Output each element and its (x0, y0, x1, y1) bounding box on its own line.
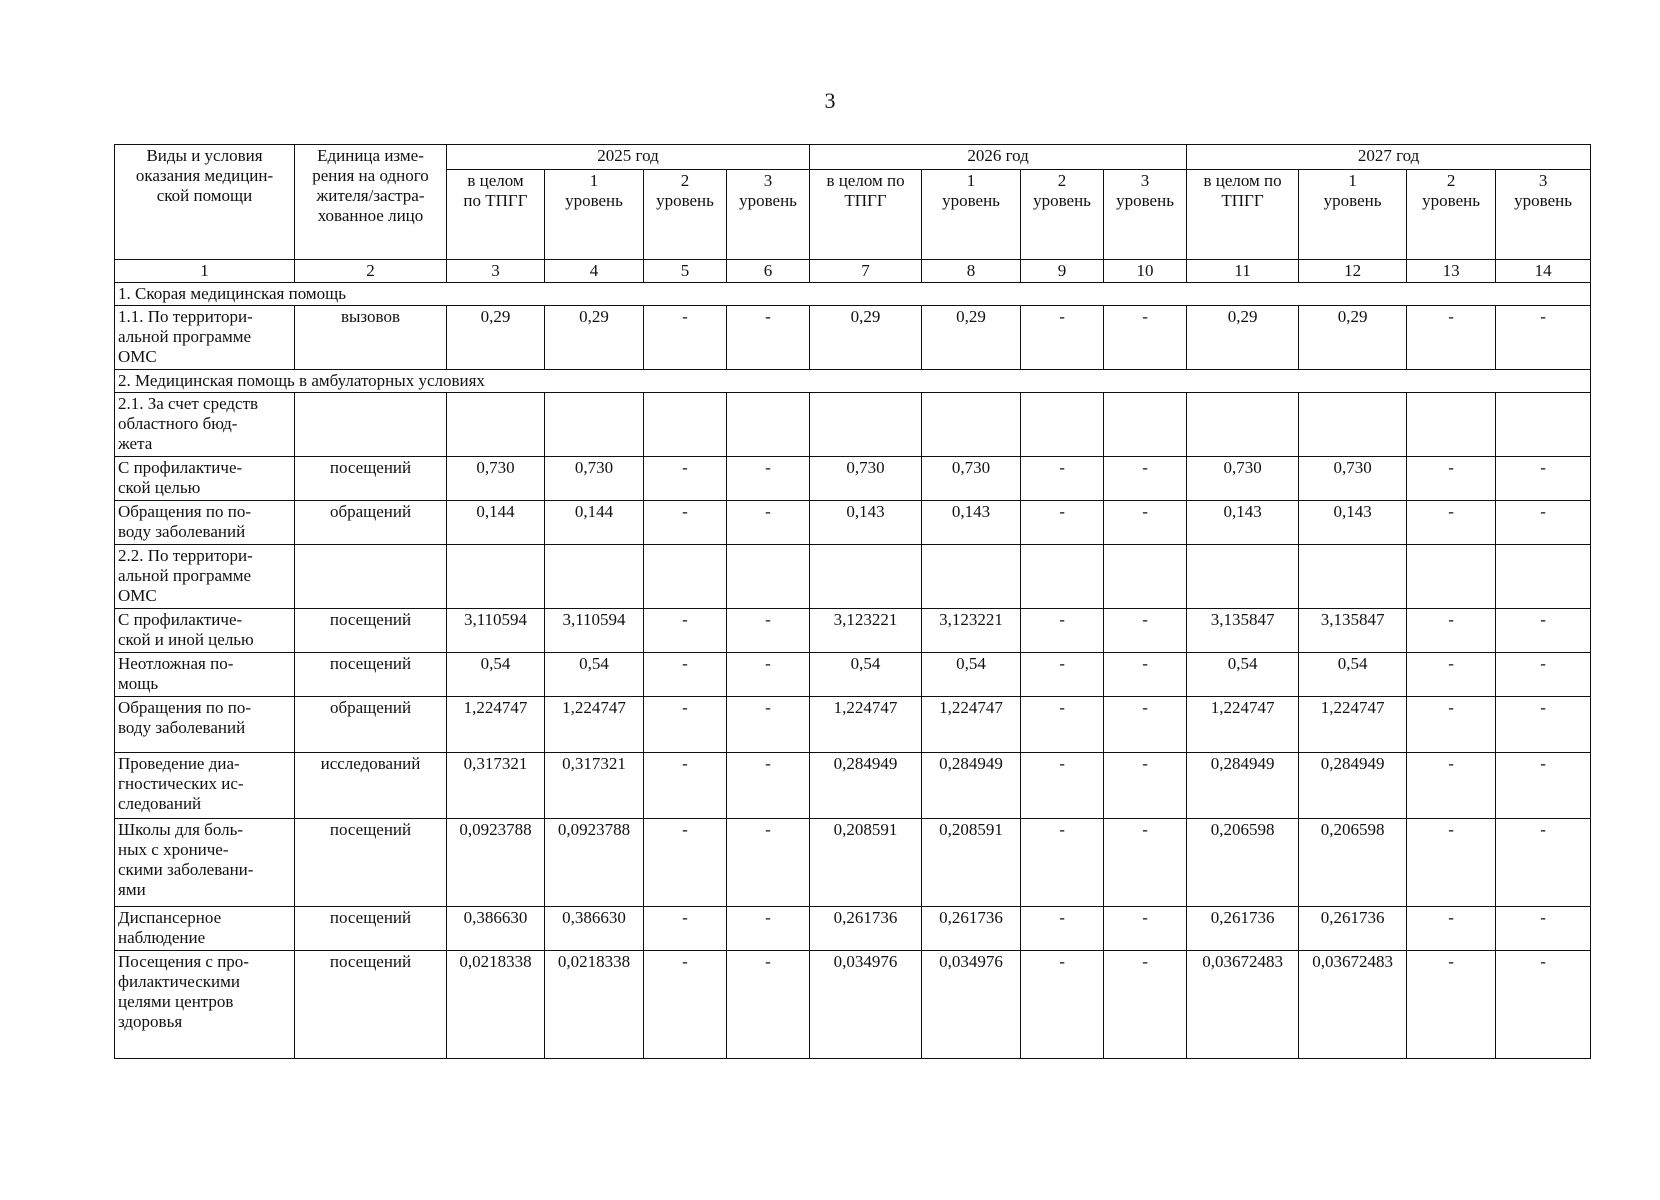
table-row (115, 819, 1591, 907)
table-cell: - (1104, 306, 1187, 370)
table-cell: 0,29 (447, 306, 545, 370)
column-number: 1 (115, 260, 295, 283)
table-row (115, 501, 1591, 545)
header-year-2025: 2025 год (447, 145, 810, 170)
table-cell: 0,29 (1299, 306, 1407, 370)
table-cell: 0,29 (545, 306, 644, 370)
row-label: Посещения с про- филактическими целями центров здоровья (115, 951, 295, 1059)
header-level-2: 2 уровень (1021, 169, 1104, 259)
table-cell: - (1104, 951, 1187, 1059)
table-cell (1104, 545, 1187, 609)
table-cell: 0,284949 (1187, 753, 1299, 819)
table-cell: - (1407, 457, 1496, 501)
table-cell: 0,284949 (1299, 753, 1407, 819)
row-unit: посещений (295, 907, 447, 951)
table-cell: - (1021, 609, 1104, 653)
header-year-2026: 2026 год (810, 145, 1187, 170)
table-cell: 0,143 (810, 501, 922, 545)
table-cell: - (644, 306, 727, 370)
table-cell: - (1407, 653, 1496, 697)
table-cell: 0,730 (545, 457, 644, 501)
row-label: Обращения по по- воду заболеваний (115, 697, 295, 753)
table-cell: - (1104, 753, 1187, 819)
table-cell: 3,110594 (447, 609, 545, 653)
table-cell: 0,0923788 (545, 819, 644, 907)
table-cell: 0,034976 (810, 951, 922, 1059)
table-cell (447, 545, 545, 609)
row-label: Неотложная по- мощь (115, 653, 295, 697)
row-unit: обращений (295, 697, 447, 753)
table-cell: 3,135847 (1299, 609, 1407, 653)
table-cell: 0,143 (922, 501, 1021, 545)
row-unit: посещений (295, 819, 447, 907)
header-year-2027: 2027 год (1187, 145, 1591, 170)
header-level-1: 1 уровень (1299, 169, 1407, 259)
row-label: 2.2. По территори- альной программе ОМС (115, 545, 295, 609)
table-cell (922, 545, 1021, 609)
table-cell: 0,143 (1299, 501, 1407, 545)
table-cell: - (727, 457, 810, 501)
table-cell: - (1407, 819, 1496, 907)
row-label: Проведение диа- гностических ис- следований (115, 753, 295, 819)
table-cell: - (1496, 306, 1591, 370)
table-row (115, 653, 1591, 697)
table-cell: - (1496, 457, 1591, 501)
table-cell: - (644, 819, 727, 907)
header-row-years (115, 145, 1591, 170)
section-title: 1. Скорая медицинская помощь (115, 283, 1591, 306)
table-cell: 0,261736 (810, 907, 922, 951)
table-cell: - (1104, 907, 1187, 951)
header-level-1: 1 уровень (545, 169, 644, 259)
table-cell: 0,261736 (1187, 907, 1299, 951)
table-cell: - (644, 457, 727, 501)
table-cell (447, 393, 545, 457)
table-row (115, 545, 1591, 609)
column-number: 6 (727, 260, 810, 283)
table-cell: 0,730 (1299, 457, 1407, 501)
table-cell (810, 393, 922, 457)
table-cell (1407, 545, 1496, 609)
data-table (114, 144, 1591, 1059)
table-cell: 0,54 (922, 653, 1021, 697)
table-cell: - (644, 609, 727, 653)
page-number: 3 (824, 88, 836, 113)
table-cell: 1,224747 (545, 697, 644, 753)
table-cell: - (1104, 653, 1187, 697)
column-number: 13 (1407, 260, 1496, 283)
table-cell: - (1496, 697, 1591, 753)
table-cell: - (1104, 457, 1187, 501)
table-cell: - (644, 653, 727, 697)
table-cell (1407, 393, 1496, 457)
table-cell: 1,224747 (1187, 697, 1299, 753)
table-cell: 0,034976 (922, 951, 1021, 1059)
header-level-3: 3 уровень (1496, 169, 1591, 259)
table-cell: - (644, 951, 727, 1059)
table-cell (1104, 393, 1187, 457)
table-cell: - (1021, 457, 1104, 501)
row-label: Школы для боль- ных с хрониче- скими заболевани- ями (115, 819, 295, 907)
table-cell: 0,29 (922, 306, 1021, 370)
table-row (115, 907, 1591, 951)
column-number: 14 (1496, 260, 1591, 283)
table-cell: 0,0923788 (447, 819, 545, 907)
table-cell: - (727, 753, 810, 819)
table-cell: 0,284949 (810, 753, 922, 819)
table-cell (644, 393, 727, 457)
table-row (115, 457, 1591, 501)
table-cell (1187, 545, 1299, 609)
table-cell (1187, 393, 1299, 457)
table-cell: 0,208591 (922, 819, 1021, 907)
row-label: С профилактиче- ской целью (115, 457, 295, 501)
section-row (115, 283, 1591, 306)
row-label: С профилактиче- ской и иной целью (115, 609, 295, 653)
table-cell: 0,284949 (922, 753, 1021, 819)
row-unit: исследований (295, 753, 447, 819)
row-unit: вызовов (295, 306, 447, 370)
row-unit (295, 393, 447, 457)
column-number: 11 (1187, 260, 1299, 283)
table-cell: 3,123221 (922, 609, 1021, 653)
table-cell: - (1496, 653, 1591, 697)
table-cell: 0,54 (1187, 653, 1299, 697)
column-number: 2 (295, 260, 447, 283)
table-cell: 1,224747 (810, 697, 922, 753)
header-level-total: в целом по ТПГГ (447, 169, 545, 259)
table-cell: - (1104, 609, 1187, 653)
table-cell: 1,224747 (922, 697, 1021, 753)
table-cell (922, 393, 1021, 457)
table-cell (1299, 545, 1407, 609)
table-cell: - (727, 819, 810, 907)
section-title: 2. Медицинская помощь в амбулаторных условиях (115, 370, 1591, 393)
table-cell: 0,261736 (922, 907, 1021, 951)
table-cell: 0,261736 (1299, 907, 1407, 951)
table-cell: 0,54 (810, 653, 922, 697)
table-cell: 0,730 (447, 457, 545, 501)
row-unit: посещений (295, 951, 447, 1059)
table-cell: 0,317321 (545, 753, 644, 819)
table-cell: - (1407, 753, 1496, 819)
column-number: 5 (644, 260, 727, 283)
table-cell: - (727, 951, 810, 1059)
table-cell: - (1496, 501, 1591, 545)
table-cell: - (727, 697, 810, 753)
table-cell: - (1496, 907, 1591, 951)
row-label: Диспансерное наблюдение (115, 907, 295, 951)
row-unit: посещений (295, 457, 447, 501)
table-cell: 0,206598 (1299, 819, 1407, 907)
table-cell: 3,135847 (1187, 609, 1299, 653)
table-cell: - (1496, 819, 1591, 907)
table-cell: 0,143 (1187, 501, 1299, 545)
table-cell: - (1021, 306, 1104, 370)
header-level-3: 3 уровень (727, 169, 810, 259)
table-cell: 0,29 (810, 306, 922, 370)
row-unit: обращений (295, 501, 447, 545)
table-cell (1021, 545, 1104, 609)
table-cell: 0,144 (447, 501, 545, 545)
table-cell: 1,224747 (447, 697, 545, 753)
table-row (115, 393, 1591, 457)
table-cell (727, 393, 810, 457)
table-cell: 0,730 (810, 457, 922, 501)
table-row (115, 753, 1591, 819)
row-unit (295, 545, 447, 609)
table-cell: 0,386630 (545, 907, 644, 951)
header-level-1: 1 уровень (922, 169, 1021, 259)
table-cell: 0,29 (1187, 306, 1299, 370)
table-cell: 0,730 (922, 457, 1021, 501)
table-cell: - (727, 907, 810, 951)
table-row (115, 609, 1591, 653)
table-cell: - (1496, 753, 1591, 819)
table-cell: - (1021, 819, 1104, 907)
table-cell: 0,144 (545, 501, 644, 545)
table-cell (727, 545, 810, 609)
header-level-total: в целом по ТПГГ (1187, 169, 1299, 259)
table-cell: - (1407, 306, 1496, 370)
table-cell: - (727, 501, 810, 545)
table-cell (545, 545, 644, 609)
table-cell: 0,317321 (447, 753, 545, 819)
table-cell: 0,208591 (810, 819, 922, 907)
table-cell: - (1407, 501, 1496, 545)
table-cell: - (1104, 819, 1187, 907)
table-cell: - (1021, 697, 1104, 753)
table-cell: - (1104, 697, 1187, 753)
table-body (115, 283, 1591, 1059)
table-cell: 0,03672483 (1187, 951, 1299, 1059)
section-row (115, 370, 1591, 393)
table-cell: - (1407, 609, 1496, 653)
table-cell (1496, 545, 1591, 609)
table-cell (644, 545, 727, 609)
table-cell: 1,224747 (1299, 697, 1407, 753)
row-label: 2.1. За счет средств областного бюд- жета (115, 393, 295, 457)
table-cell: - (1407, 697, 1496, 753)
table-cell: - (727, 609, 810, 653)
table-cell: - (1496, 951, 1591, 1059)
table-cell: - (644, 753, 727, 819)
table-cell: 0,0218338 (545, 951, 644, 1059)
table-cell: - (1021, 907, 1104, 951)
header-level-total: в целом по ТПГГ (810, 169, 922, 259)
table-cell: - (1021, 951, 1104, 1059)
table-cell: - (1021, 753, 1104, 819)
table-cell: 3,123221 (810, 609, 922, 653)
header-level-3: 3 уровень (1104, 169, 1187, 259)
table-cell: 0,730 (1187, 457, 1299, 501)
column-number: 12 (1299, 260, 1407, 283)
table-cell: - (727, 653, 810, 697)
column-number: 9 (1021, 260, 1104, 283)
table-cell: 0,0218338 (447, 951, 545, 1059)
header-unit: Единица изме- рения на одного жителя/застра- хованное лицо (295, 145, 447, 260)
table-cell (1496, 393, 1591, 457)
table-cell: - (1021, 653, 1104, 697)
table-cell: - (1407, 907, 1496, 951)
table-cell: - (644, 907, 727, 951)
table-cell: 0,386630 (447, 907, 545, 951)
table-cell: 0,54 (545, 653, 644, 697)
table-cell: 0,03672483 (1299, 951, 1407, 1059)
table-cell: - (1104, 501, 1187, 545)
row-label: 1.1. По территори- альной программе ОМС (115, 306, 295, 370)
table-cell: - (1496, 609, 1591, 653)
table-cell: - (727, 306, 810, 370)
header-level-2: 2 уровень (644, 169, 727, 259)
column-number: 8 (922, 260, 1021, 283)
column-number: 4 (545, 260, 644, 283)
table-cell: - (1407, 951, 1496, 1059)
table-cell: 3,110594 (545, 609, 644, 653)
table-cell (1021, 393, 1104, 457)
column-number: 7 (810, 260, 922, 283)
column-number: 3 (447, 260, 545, 283)
column-number: 10 (1104, 260, 1187, 283)
header-level-2: 2 уровень (1407, 169, 1496, 259)
table-row (115, 306, 1591, 370)
row-label: Обращения по по- воду заболеваний (115, 501, 295, 545)
table-cell (1299, 393, 1407, 457)
table-cell: - (644, 697, 727, 753)
table-cell: 0,54 (447, 653, 545, 697)
header-type-of-care: Виды и условия оказания медицин- ской помощи (115, 145, 295, 260)
table-row (115, 697, 1591, 753)
header-row-column-numbers (115, 260, 1591, 283)
table-cell (810, 545, 922, 609)
table-cell (545, 393, 644, 457)
row-unit: посещений (295, 609, 447, 653)
table-cell: - (1021, 501, 1104, 545)
table-cell: 0,54 (1299, 653, 1407, 697)
table-cell: - (644, 501, 727, 545)
table-row (115, 951, 1591, 1059)
row-unit: посещений (295, 653, 447, 697)
table-cell: 0,206598 (1187, 819, 1299, 907)
